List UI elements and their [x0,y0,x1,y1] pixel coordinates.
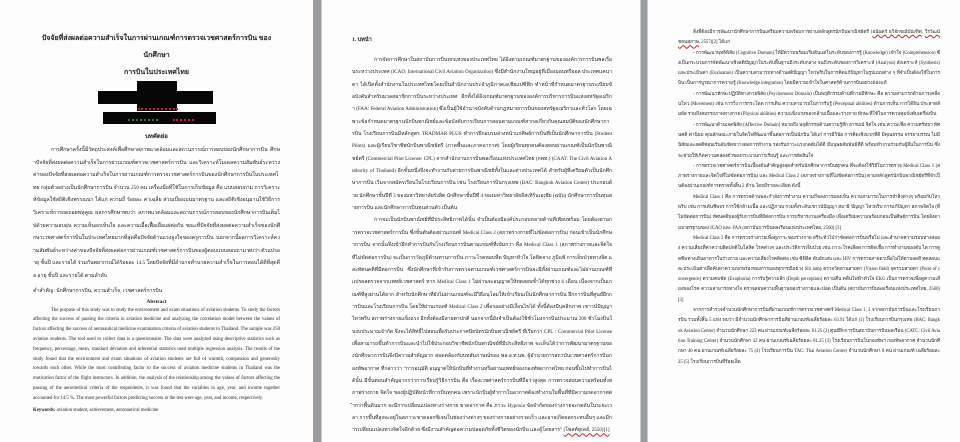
introduction-paragraph-1: การจัดการศึกษาในสถาบันการบินทุกแห่งของประเทศไทย ได้อิงตามเกณฑ์มาตรฐานขององค์การการบินพลเรือนระหว่างประเทศ (ICAO: International Civil Aviation Organization) ซึ่งมีสำนักงานใหญ่อยู่ที่เมืองมอนทรีออล ประเทศแคนาดา ได้เปิดตั้งสำนักงานในประเทศไทยโดยเป็นสำนักงานประจำภูมิภาคเอเชียแปซิฟิก ทำหน้าที่กำหนดมาตรฐานระเบียบข้อบังคับสำหรับมวลสมาชิกการบินระหว่างประเทศ อีกทั้งได้อิงเกณฑ์มาตรฐานขององค์การบริหารการบินแห่งสหรัฐอเมริกา (FAA: Federal Aviation Administration) ซึ่งเป็นผู้ใช้อำนาจบังคับด้านกฎหมายการบินของสหรัฐอเมริกาและทั่วโลก โดยเฉพาะข้อกำหนดมาตรฐานนักบินพาณิชย์และข้อบังคับการเรียนการสอนตามเกณฑ์สากลเกี่ยวกับคุณสมบัติของนักศึกษาการบิน โรงเรียนการบินมีหลักสูตร TRADMAR PLUS ทำการฝึกอบรมล่วงหน้าแก่ศิษย์การบินที่เป็นนักศึกษาการบิน (Student Pilots) และผู้เรียนวิชาชีพนักบินพาณิชย์ตรี (ภาคพื้นและภาคอากาศ) โดยผู้เรียนทุกคนต้องสอบผ่านเกณฑ์เป็นนักบินพาณิชย์ตรี (Commercial Pilot License: CPL) จากสำนักงานการบินพลเรือนแห่งประเทศไทย (กพท.) (CAAT: The Civil Aviation Authority of Thailand) อีกขั้นหนึ่งจึงจะทำงานกับสายการบินพาณิชย์ทั้งในและต่างประเทศได้ สำหรับผู้ที่เตรียมตัวเป็นนักศึกษาการบิน เริ่มจากสมัครเรียนในโรงเรียนการบิน เช่น โรงเรียนการบินกรุงเทพ (BAC: Bangkok Aviation Center) ประกอบด้วย นักศึกษาชั้นปีที่ 3 ของมหาวิทยาลัยรังสิต นักศึกษาชั้นปีที่ 4 ของมหาวิทยาลัยอีสเทิร์นเอเชีย (ฉบับ) นักศึกษาการบินทุนสายการบิน และนักศึกษาการบินทุนส่วนตัว เป็นต้น [352,57,612,212]
survey-results-paragraph: จากการสำรวจจำนวนนักศึกษาการบินที่ผ่านเกณฑ์การตรวจเวชศาสตร์ Medical Class 1, 2 จากสถาบันการบินและโรงเรียนการบิน รวมทั้งสิ้น 5 แห่ง พบว่า มีจำนวนนักศึกษาการบินที่ผ่านเกณฑ์เฉลี่ยร้อยละ 63.91 ได้แก่ (1) โรงเรียนการบินกรุงเทพ (BAC: Bangkok Aviation Center) จำนวนนักศึกษา 223 คน ผ่านเกณฑ์เฉลี่ยร้อยละ 81.25 (2) ศูนย์ฝึกการบินสถาบันการบินพลเรือน (CATC: Civil Aviation Training Center) จำนวนนักศึกษา 42 คน ผ่านเกณฑ์เฉลี่ยร้อยละ 81.25 (3) โรงเรียนการบินในกองทัพฯ กองทัพอากาศ จำนวนนักศึกษา 40 คน ผ่านเกณฑ์เฉลี่ยร้อยละ 75 (4) โรงเรียนการบิน TAC: Thai Aviation Centre) จำนวนนักศึกษา 8 คน ผ่านเกณฑ์ เฉลี่ยร้อยละ 25 (5) โรงเรียนการบินที่ร้อยเอ็ด [678,308,940,365]
keywords-th: คำสำคัญ: นักศึกษาการบิน, ความสำเร็จ, เวชศาสตร์การบิน [33,287,163,294]
keywords-en-label: Keywords: [33,407,56,413]
abstract-th-heading: บทคัดย่อ [145,134,168,140]
development-intro-paragraph [678,28,940,49]
spellcheck-underline-red-icon [138,108,178,110]
page-2[interactable] [322,0,640,442]
medical-class-2-paragraph: Medical Class 2 คือ การตรวจร่างกายเพื่อดูภาวะของร่างกาย สรีระทั่วไปว่าขัดต่อการบินหรือไม่ และอำนาจความรอบทางสมอง ความเสี่ยงที่ค่าความผิดปกติในโลหิต โรคต่างๆ และประวัติการเจ็บป่วย เช่น ภาวะโรคเลือด การติดเชื้อ การทำงานของตับ ไต การดูดซึมทางเดินอาหารในร่างกาย และความเสี่ยงโรคติดต่อ เช่น ซิฟิลิส ตับอักเสบ และ HIV การตรวจสายตาเพื่อไม่ให้ตาบอดสี ทดสอบและประเมินค่าเพื่อค้นหาความบกพร่องของการมองทุกกรณีอย่าง Slit lamp ตรวจวัดลานสายตา (Vision field) จุดรวมสายตา (Point of convergence) ความคมชัด (Exophoria) การรับรู้ความลึก (Depth perception) ความตื่น คลื่นไฟฟ้าหัวใจ EKG เป็นการตรวจเพื่อดูความเสี่ยงของโรค ความสามารถทางใจ ตรวจสอบความพื้นฐานของร่างกายและปอด เป็นต้น (สถาบันการบินพลเรือนแห่งประเทศไทย, 2560)[3] [678,235,940,303]
abstract-th-paragraph: การศึกษาครั้งนี้มีวัตถุประสงค์เพื่อศึกษาสภาพแวดล้อมและสถานการณ์การสอบของนักศึกษาการบิน ศึกษาปัจจัยที่ส่งผลต่อความสำเร็จในการผ่านเกณฑ์ตรวจเวชศาสตร์การบิน และวิเคราะห์โมเดลความสัมพันธ์ระหว่างค่าของปัจจัยที่ส่งผลต่อความสำเร็จในการผ่านเกณฑ์การตรวจเวชศาสตร์การบินของนักศึกษาการบินในประเทศไทย กลุ่มตัวอย่างเป็นนักศึกษาการบิน จำนวน 250 คน เครื่องมือที่ใช้ในการเก็บข้อมูล คือ แบบสอบถาม การวิเคราะห์ข้อมูลใช้สถิติเชิงพรรณนา ได้แก่ ความถี่ ร้อยละ ค่าเฉลี่ย ส่วนเบี่ยงเบนมาตรฐาน และสถิติเชิงอนุมานใช้วิธีการวิเคราะห์การถดถอยพหุคูณ ผลการศึกษาพบว่า สภาพแวดล้อมและสถานการณ์การสอบของนักศึกษาการบินเต็มไปด้วยความอบอุ่น ความเห็นอกเห็นใจ และความเอื้อเฟื้อเผื่อแผ่ต่อกัน ขณะที่ปัจจัยที่ส่งผลต่อความสำเร็จของนักศึกษาเวชศาสตร์การบินในประเทศไทยมากที่สุดคือปัจจัยด้านแรงจูงใจของครูการบิน นอกจากนี้ผลการวิเคราะห์ความสัมพันธ์ระหว่างค่าของปัจจัยที่ส่งผลต่อการผ่านเกณฑ์เวชศาสตร์การบินของผู้ตอบแบบสอบถาม พบว่า ตัวแปรอายุ ชั้นปี และรายได้ ร่วมกันพยากรณ์ได้ร้อยละ 14.5 โดยปัจจัยที่มีอำนาจทำนายความสำเร็จในการสอบได้ดีที่สุดคือ อายุ ชั้นปี และรายได้ ตามลำดับ [33,147,280,279]
keywords-en [33,406,280,416]
keywords-en-text: aviation student, achievement, aeronautical medicine [55,407,159,413]
citation-reference: (โพสต์ทูเดย์, 2550)[1] [563,427,610,434]
author-citation-2: วีรวัฒน์ ชอนสุภาษ [678,30,940,46]
redaction-bar [137,81,177,111]
page-1[interactable] [0,0,313,442]
medical-class-1-paragraph: Medical Class 1 คือ การตรวจด้านพละกำลังการทำงาน ความถี่ของการมองเห็น ความสามารถในการจำสิ่งต่างๆ พร้อมกับไหวพริบ เช่น การเต้นชีพจร การใช้กล้ามเนื้อ และปฏิภาณ รวมทั้งระดับเชาวน์ปัญญา สมาธิ ปัญญา ไหวพริบ การแก้ปัญหา สภาพจิตใจ (ที่ไม่ขัดต่อการบิน) ทัศนคติของผู้รับการบินที่มีต่อการบิน การบริหารงานเครื่องมือ เพื่อเตรียมความพร้อมก่อนเป็นศิษย์การบิน โดยอิงตามมาตรฐานของ ICAO และ FAA (สถาบันการบินพลเรือนแห่งประเทศไทย, 2560) [3] [678,194,940,231]
introduction-paragraph-2-text: การจะเป็นนักบินพาณิชย์ที่มีประสิทธิภาพได้นั้น จำเป็นต้องมีองค์ประกอบหลายด้านที่เพียบพร้อม โดยต้องผ่านการตรวจเวชศาสตร์การบิน ซึ่งขั้นต้นต้องผ่านเกณฑ์ Medical Class 2 (สภาพร่างกายที่ไม่ขัดต่อการบิน) ก่อนเข้าเป็นนักศึกษาการบิน จากนั้นจึงเข้าฝึกทำการบินกับโรงเรียนการบินตามเกณฑ์ที่เข้มกว่า คือ Medical Class 1 (สภาพร่างกายและจิตใจที่ไม่ขัดต่อการบิน) จะเป็นการวัดภูมิต้านทานการบิน ภาวะโรคหอบหืด ปัญหาหัวใจ โลหิตจาง ภูมิแพ้ การเจ็บป่วยทางจิต และทัศนคติที่มีต่อการบิน ซึ่งนักศึกษาที่เข้ารับการตรวจตามเกณฑ์เวชศาสตร์การบินจะมีทั้งผ่านเกณฑ์และไม่ผ่านเกณฑ์ที่แปรผลตรวจจากแพทย์เวชศาสตร์ หาก Medical Class 1 ไม่ผ่านจะอนุญาตให้ทดสอบซ้ำได้ทุกช่วง 6 เดือน เนื่องจากเป็นเกณฑ์ที่สูงผ่านได้ยาก สำหรับนักศึกษาที่ยังไม่ผ่านเกณฑ์จะมีวิธีอนุโลมให้เข้าเรียนเป็นนักศึกษาการบิน ฝึกการบินที่ศูนย์ฝึกการบินและโรงเรียนการบิน โดยให้ผ่านเกณฑ์ Medical Class 2 เพื่อรออย่างมีเงื่อนไขได้ ทั้งนี้ต้องมีบุคลิกภาพ เชาวน์ปัญญา ไหวพริบ สภาพร่างกายแข็งแรง อีกทั้งต้องมีสายตาปกติ นอกจากนี้ยังจำเป็นต้องใช้ชั่วโมงการบินประมาณ 200 ชั่วโมงบินในงบประมาณจำกัด จึงจะได้สิทธิ์ไปสอบเพื่อรับประกาศนียบัตรนักบินพาณิชย์ตรี ที่เรียกว่า CPL : Commercial Pilot License เพื่อสามารถขึ้นทำการบินและนำไปใช้ประกอบวิชาชีพนักบินพาณิชย์ที่มีประสิทธิภาพ จะเห็นได้ว่าการพัฒนามาตรฐานของนักศึกษาการบินจึงมีความสำคัญมาก สอดคล้องกับบทสัมภาษณ์ของ พล.อ.ท.นพ. ผู้อำนวยการสถาบันเวชศาสตร์การบินกองทัพอากาศ ที่กล่าวว่า “การอนุมัติ อนุญาตให้นักบินที่ทำงานหรือผ่านแพทย์ของกองทัพอากาศไทย ก่อนขึ้นไปทำการบินได้นั้น มีขั้นตอนสำคัญมากกว่าการเรียนรู้วิธีการบิน คือ เรื่องเวชศาสตร์การบินที่ถือว่าสูงสุด การตรวจสอบความพร้อมทั้งสภาพร่างกาย จิตใจ ของผู้ปฏิบัติหน้าที่การบินทุกคน เพราะนักบินผู้ทำการในอากาศต้องทำงานในพื้นที่ที่มีความกดอากาศต่ำกว่าพื้นดินมาก จะมีการเปลี่ยนแปลงทางร่างกาย ขาดอากาศ คือ ภาวะ Hypoxia ข้อจำกัดของร่างกายจะกดดันในระยะเวลา การขึ้นที่สูงจะอยู่ในสภาวะขาดออกซิเจนในช่องว่างต่างๆ ของร่างกายอย่างรวดเร็ว และอาจเกิดผลกระทบอื่นๆ และมีการเปลี่ยนแปลงทางจิตใจอีกด้วย ซึ่งมีงานสำคัญต่อความปลอดภัยทั้งชีวิตของนักบิน และผู้โดยสาร” [352,217,612,434]
paper-title [33,30,280,81]
page-3[interactable] [648,0,960,442]
spellcheck-underline-green-icon [128,119,158,121]
redaction-bar [103,112,216,124]
citation-year: , 2557)[2] ได้แก่ [698,40,731,46]
bullet-cognitive-domain: - การพัฒนาพุทธิพิสัย (Cognitive Domain) ให้มีความพร้อมเริ่มต้นแต่ในระดับของการรู้ (Knowledge) เข้าใจ (Comprehension) ซึ่งเป็นกระบวนการจัดพัฒนาเชิงสติปัญญาในระดับพื้นฐานถึงระดับกลาง จนถึงระดับของการวิเคราะห์ (Analysis) สังเคราะห์ (Synthesis) และประเมินค่า (Evaluation) เป็นความสามารถทางด้านสติปัญญา ไหวพริบในการคิดแก้ปัญหาในรูปแบบต่าง ๆ ที่จำเป็นต้องใช้ในการบิน เป็นการบูรณาการความรู้ (Knowledge integration) โดยมีความเข้าใจในศาสตร์ด้านการบินอย่างถ่องแท้ [678,50,940,87]
bullet-affective-domain: - การพัฒนาด้านเจตพิสัย (Affective Domain) หมายถึง พฤติกรรมด้านความรู้สึก อารมณ์ จิตใจ เช่น ความเชื่อ ความศรัทธา ทัศนคติ ค่านิยม คุณลักษณะภายในจิตใจที่พัฒนาขึ้นต่อการเป็นนักบิน ได้แก่ การมีวินัย การคิดเชิงบวกที่ดี มีคุณธรรม จรรยาบรรณ ไม่มีนิสัยและอคติซ่อนเร้นอันขัดขวางต่อการทำงาน รองรับภาวะแรงกดดันได้ดี มีมนุษยสัมพันธ์ที่ดี พร้อมทำงานร่วมกับผู้อื่นในการบิน ซึ่งจะช่วยให้เกิดความคล่องตัวของกระบวนการเรียนรู้ และการตัดสินใจ [678,122,940,159]
development-intro-text: สิ่งที่ต้องมีการพัฒนานักศึกษาการบินเตรียมความพร้อมการผ่านหลักสูตรนักบินพาณิชย์ตรี ( [693,30,873,35]
paper-title-line1: ปัจจัยที่ส่งผลต่อความสำเร็จในการผ่านเกณฑ์การตรวจเวชศาสตร์การบิน ของนักศึกษา [41,34,272,59]
abstract-en-paragraph: The purpose of this study was to study the environment and exam situations of aviation students. To study the factors affecting the success of passing the criteria in aviation medicine and analyzing the correlation model between the values of factors affecting the success of aeronautical medicine examination criteria of aviation students in Thailand. The sample was 250 aviation students. The tool used to collect data is a questionnaire. The data were analyzed using descriptive statistics such as frequency, percentage, mean, standard deviation and inferential statistics used multiple regression analysis. The results of the study found that the environment and exam situations of aviation students are full of warmth, compassion and generosity towards each other. While the most contributing factor to the success of aviation medicine students in Thailand was the motivation factor of the flight instructors. In addition, the analysis of the relationship among the values of factors affecting the passing of the aeromedical criteria of the respondents, it was found that the variables in age, year, and income together accounted for 14.5 %. The most powerful factors predicting success in the test were age, year, and income, respectively. [33,307,280,401]
section-heading-introduction: 1. บทนำ [352,37,372,43]
paper-title-line2: การบินในประเทศไทย [123,68,189,76]
citation-separator: , [921,30,925,35]
bullet-aviation-medicine-exam: - การตรวจเวชศาสตร์การบินเบื้องต้นสำคัญสูงสุดสำหรับนักศึกษาการบินทุกคน ที่จะต้องใช้วิธีในการตรวจ Medical Class 1 (สภาพร่างกายและจิตใจที่ไม่ขัดต่อการบิน) และ Medical Class 2 (สภาพร่างกายที่ไม่ขัดต่อการบิน) ตามหลักสูตรนักบินพาณิชย์ตรีที่จำเป็นต้องผ่านเกณฑ์การตรวจทั้งสิ้น 2 ด้าน โดยมีรายละเอียด ดังนี้ [678,163,940,190]
author-citation-1: อนันตร์ ธุวิจักขณ์บัณฑิต [872,30,922,35]
spellcheck-underline-red-icon [173,119,194,121]
redacted-authors-block [33,81,280,125]
bullet-psychomotor-domain: - การพัฒนาทักษะปฏิบัติทางกายพิสัย (Psychomotor Domain) เป็นพฤติกรรมด้านที่กายมีทักษะ คือ ความสามารถด้านการเคลื่อนไหว (Movement) เช่น การวิ่ง การกระโดด การเดิน ความสามารถในการรับรู้ (Perceptual abilities) ด้านการเห็น การได้ยิน ประสาทสัมผัส รวมถึงสมรรถภาพทางกาย (Physical abilities) ความแข็งแรงของกล้ามเนื้อและร่างกาย ทักษะที่ใช้ในการควบคุมบังคับเครื่องบิน [678,91,940,118]
abstract-en-heading: Abstract [146,298,167,305]
introduction-paragraph-2 [352,214,612,436]
